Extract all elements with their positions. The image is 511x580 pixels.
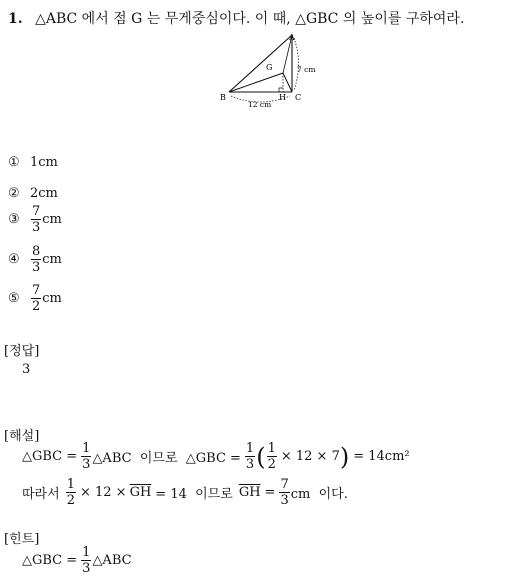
choice-5[interactable]: ⑤ $\frac{7}{2}$ cm [8, 283, 62, 314]
choice-4[interactable]: ④ $\frac{8}{3}$ cm [8, 244, 62, 275]
label-a: A [289, 33, 295, 42]
question-number: 1. [8, 11, 23, 27]
label-b: B [220, 93, 226, 102]
explanation-label: [해설] [4, 429, 40, 444]
choice-1[interactable]: ① 1cm [8, 155, 58, 170]
answer-value: 3 [22, 362, 31, 377]
label-g: G [266, 63, 273, 72]
label-c: C [295, 93, 302, 102]
choice-2[interactable]: ② 2cm [8, 186, 58, 201]
answer-label: [정답] [4, 344, 40, 359]
choice-3[interactable]: ③ $\frac{7}{3}$ cm [8, 204, 62, 235]
triangle-figure [215, 30, 316, 110]
side-bc-length: 12 cm [248, 100, 272, 109]
explanation-line-1: △GBC = $\frac{1}{3}$ △ABC 이므로 △GBC = $\frac{1}{3}$ ( $\frac{1}{2}$ × 12 × 7 ) = 14cm² [22, 441, 410, 472]
hint-label: [힌트] [4, 532, 40, 547]
question [8, 8, 464, 28]
label-h: H [279, 93, 286, 102]
explanation-line-2: 따라서 $\frac{1}{2}$ × 12 × $\overline{GH}$ = 14 이므로 $\overline{GH}$ = $\frac{7}{3}$ cm 이다. [22, 477, 348, 508]
question-text: △ABC 에서 점 G 는 무게중심이다. 이 때, △GBC 의 높이를 구하여라. [35, 11, 465, 27]
side-ac-length: 7 cm [297, 65, 316, 74]
hint-formula: △GBC = $\frac{1}{3}$ △ABC [22, 545, 132, 576]
